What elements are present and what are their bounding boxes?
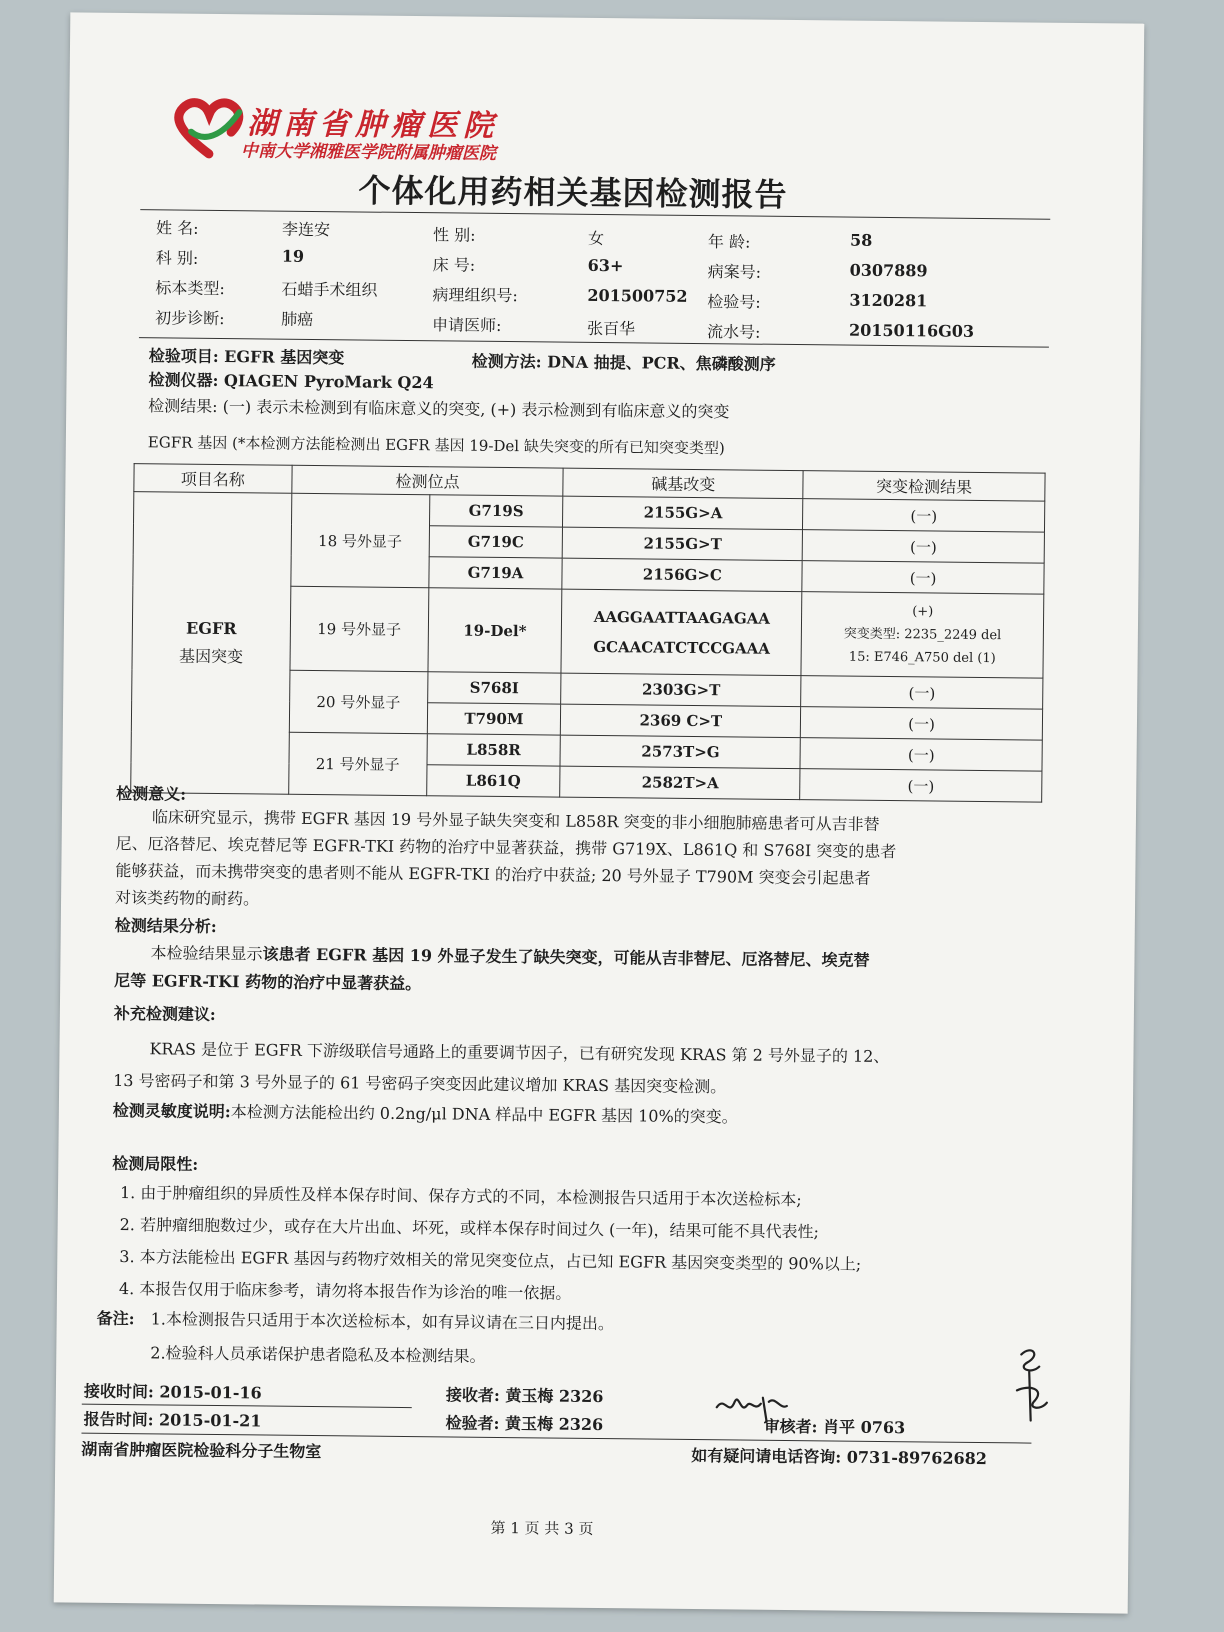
note-2: 2.检验科人员承诺保护患者隐私及本检测结果。 <box>150 1343 486 1366</box>
value-gender: 女 <box>587 228 605 249</box>
change-l861q: 2582T>A <box>560 766 800 800</box>
signature-examiner-icon <box>711 1387 791 1428</box>
examiner: 检验者: 黄玉梅 2326 <box>445 1413 604 1435</box>
test-item: 检验项目: EGFR 基因突变 <box>148 346 345 368</box>
hospital-subtitle: 中南大学湘雅医学院附属肿瘤医院 <box>240 141 497 164</box>
sensitivity-heading: 检测灵敏度说明: <box>112 1100 231 1122</box>
value-diagnosis: 肺癌 <box>281 309 314 329</box>
label-bed: 床 号: <box>432 255 476 275</box>
analysis-line-1-pre: 本检验结果显示 <box>150 943 263 964</box>
change-t790m: 2369 C>T <box>561 704 801 738</box>
label-serial: 流水号: <box>706 322 761 342</box>
sensitivity-text: 本检测方法能检出约 0.2ng/μl DNA 样品中 EGFR 基因 10%的突变。 <box>230 1102 738 1127</box>
value-serial: 20150116G03 <box>848 320 975 341</box>
change-19del-line1: AAGGAATTAAGAGAA <box>593 607 771 628</box>
exon21-cell: 21 号外显子 <box>288 732 426 795</box>
report-paper <box>54 12 1145 1613</box>
significance-line-4: 对该类药物的耐药。 <box>114 887 260 909</box>
label-diagnosis: 初步诊断: <box>155 308 225 329</box>
value-exam: 3120281 <box>849 290 928 311</box>
analysis-line-2-bold: 尼等 EGFR-TKI 药物的治疗中显著获益。 <box>114 970 422 994</box>
note-1: 1.本检测报告只适用于本次送检标本，如有异议请在三日内提出。 <box>150 1309 615 1334</box>
test-method: 检测方法: DNA 抽提、PCR、焦磷酸测序 <box>471 351 776 374</box>
value-case: 0307889 <box>849 260 928 281</box>
site-l858r: L858R <box>427 734 561 766</box>
value-bed: 63+ <box>587 255 624 276</box>
result-g719s: (一) <box>803 499 1045 533</box>
reviewer: 审核者: 肖平 0763 <box>763 1416 906 1438</box>
result-l858r: (一) <box>800 738 1042 772</box>
page-indicator: 第 1 页 共 3 页 <box>490 1518 594 1538</box>
test-result-note: 检测结果: (一) 表示未检测到有临床意义的突变, (+) 表示检测到有临床意义的突变 <box>148 396 730 422</box>
site-g719a: G719A <box>428 557 562 589</box>
header-site: 检测位点 <box>292 465 564 496</box>
label-case: 病案号: <box>707 262 762 282</box>
change-l858r: 2573T>G <box>560 735 800 769</box>
analysis-line-1-bold: 该患者 EGFR 基因 19 外显子发生了缺失突变，可能从吉非替尼、厄洛替尼、埃克替 <box>262 944 870 970</box>
analysis-heading: 检测结果分析: <box>114 915 217 937</box>
result-19del <box>801 592 1044 679</box>
site-s768i: S768I <box>427 672 561 704</box>
value-path: 201500752 <box>587 285 688 306</box>
label-name: 姓 名: <box>156 218 199 238</box>
significance-line-2: 尼、厄洛替尼、埃克替尼等 EGFR-TKI 药物的治疗中显著获益，携带 G719X、L861Q 和 S768I 突变的患者 <box>115 833 897 862</box>
site-l861q: L861Q <box>426 765 560 797</box>
site-g719c: G719C <box>429 526 563 558</box>
change-g719c: 2155G>T <box>563 527 803 561</box>
change-19del-line2: GCAACATCTCCGAAA <box>593 637 771 658</box>
change-g719s: 2155G>A <box>563 496 803 530</box>
result-s768i: (一) <box>801 676 1043 710</box>
project-sub: 基因突变 <box>178 646 244 667</box>
supplement-line-2: 13 号密码子和第 3 号外显子的 61 号密码子突变因此建议增加 KRAS 基因突变检测。 <box>113 1070 727 1097</box>
result-l861q: (一) <box>800 769 1042 803</box>
receive-time: 接收时间: 2015-01-16 <box>83 1381 262 1403</box>
report-time: 报告时间: 2015-01-21 <box>83 1409 262 1431</box>
result-19del-line2: 突变类型: 2235_2249 del <box>843 626 1002 644</box>
change-s768i: 2303G>T <box>561 673 801 707</box>
site-g719s: G719S <box>429 495 563 527</box>
exon18-cell: 18 号外显子 <box>291 493 430 587</box>
result-g719a: (一) <box>802 561 1044 595</box>
test-instrument: 检测仪器: QIAGEN PyroMark Q24 <box>148 370 434 393</box>
header-project: 项目名称 <box>134 464 292 494</box>
egfr-note: EGFR 基因 (*本检测方法能检测出 EGFR 基因 19-Del 缺失突变的所有已知突变类型) <box>147 433 725 458</box>
project-cell <box>131 492 292 795</box>
label-specimen: 标本类型: <box>155 278 225 299</box>
significance-heading: 检测意义: <box>116 783 187 804</box>
result-t790m: (一) <box>801 707 1043 741</box>
lab-name: 湖南省肿瘤医院检验科分子生物室 <box>81 1439 322 1462</box>
label-doctor: 申请医师: <box>432 315 502 335</box>
result-19del-line1: (+) <box>912 604 934 620</box>
change-g719a: 2156G>C <box>562 558 802 592</box>
limitation-2: 2. 若肿瘤细胞数过少，或存在大片出血、坏死，或样本保存时间过久 (一年)，结果可能不具代表性; <box>119 1215 820 1242</box>
label-path: 病理组织号: <box>432 285 518 306</box>
header-change: 碱基改变 <box>563 468 803 499</box>
limitation-1: 1. 由于肿瘤组织的异质性及样本保存时间、保存方式的不同，本检测报告只适用于本次送检标本; <box>119 1183 802 1210</box>
signature-reviewer-icon <box>1001 1344 1062 1425</box>
project-name: EGFR <box>185 618 237 639</box>
hospital-name: 湖南省肿瘤医院 <box>247 106 500 144</box>
value-age: 58 <box>849 230 873 250</box>
exon19-cell: 19 号外显子 <box>290 586 429 671</box>
limitation-4: 4. 本报告仅用于临床参考，请勿将本报告作为诊治的唯一依据。 <box>118 1279 572 1303</box>
label-exam: 检验号: <box>707 292 761 312</box>
results-table <box>130 463 1045 803</box>
label-gender: 性 别: <box>432 225 476 245</box>
site-19del: 19-Del* <box>428 588 563 673</box>
label-dept: 科 别: <box>155 248 199 268</box>
value-doctor: 张百华 <box>586 318 636 339</box>
value-specimen: 石蜡手术组织 <box>281 279 378 300</box>
header-result: 突变检测结果 <box>803 471 1045 502</box>
significance-line-1: 临床研究显示，携带 EGFR 基因 19 号外显子缺失突变和 L858R 突变的非小细胞肺癌患者可从吉非替 <box>151 807 880 834</box>
limitations-heading: 检测局限性: <box>112 1153 199 1174</box>
value-name: 李连安 <box>281 219 331 240</box>
result-g719c: (一) <box>802 530 1044 564</box>
label-age: 年 龄: <box>707 232 751 252</box>
site-t790m: T790M <box>427 703 561 735</box>
receiver: 接收者: 黄玉梅 2326 <box>445 1385 604 1407</box>
contact: 如有疑问请电话咨询: 0731-89762682 <box>691 1446 988 1469</box>
limitation-3: 3. 本方法能检出 EGFR 基因与药物疗效相关的常见突变位点，占已知 EGFR 基因突变类型的 90%以上; <box>119 1247 862 1274</box>
supplement-heading: 补充检测建议: <box>113 1003 216 1024</box>
change-19del <box>561 589 802 676</box>
exon20-cell: 20 号外显子 <box>289 670 427 733</box>
report-title: 个体化用药相关基因检测报告 <box>358 171 788 214</box>
significance-line-3: 能够获益，而未携带突变的患者则不能从 EGFR-TKI 的治疗中获益; 20 号外显子 T790M 突变会引起患者 <box>115 860 871 888</box>
analysis-line-2 <box>114 967 421 997</box>
notes-label: 备注: <box>96 1308 135 1329</box>
result-19del-line3: 15: E746_A750 del (1) <box>848 649 996 667</box>
hospital-logo-icon <box>169 91 250 162</box>
supplement-line-1: KRAS 是位于 EGFR 下游级联信号通路上的重要调节因子，已有研究发现 KRAS 第 2 号外显子的 12、 <box>149 1039 890 1067</box>
value-dept: 19 <box>281 246 305 266</box>
sensitivity <box>113 1097 738 1131</box>
